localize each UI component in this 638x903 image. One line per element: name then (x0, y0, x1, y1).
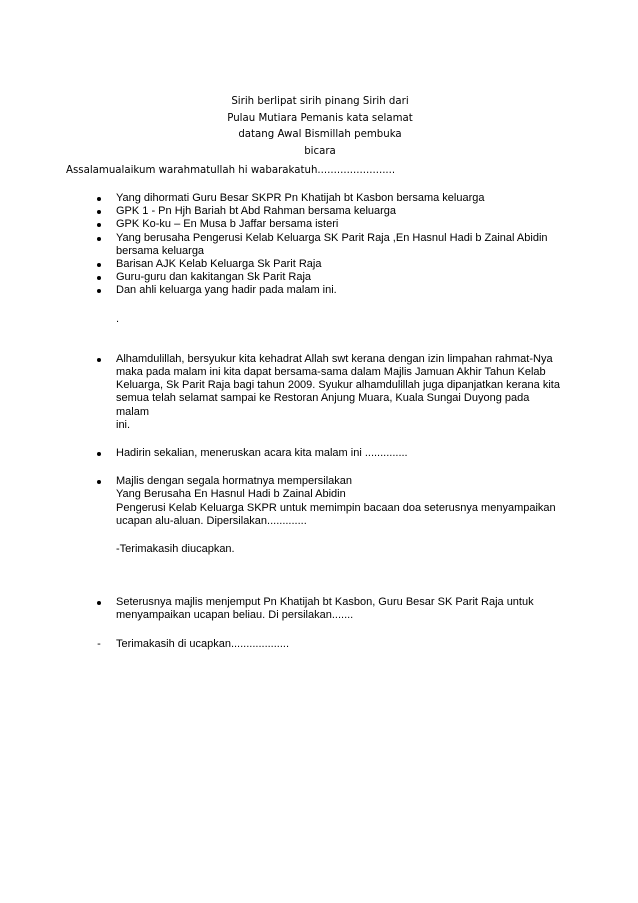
pantun-line: Sirih dari Pulau Mutiara (227, 96, 409, 124)
pantun-line: Awal Bismillah pembuka bicara (277, 129, 402, 157)
bullet-icon (92, 284, 106, 293)
speech-body (92, 192, 562, 651)
list-item: Seterusnya majlis menjemput Pn Khatijah bt Kasbon, Guru Besar SK Parit Raja untuk menyampaikan ucapan beliau. Di persilakan....... (92, 596, 562, 622)
bullet-icon (92, 475, 106, 484)
greeting-line: Assalamualaikum warahmatullah hi wabarakatuh........................ (66, 165, 396, 176)
opening-pantun (224, 94, 416, 160)
list-item: Guru-guru dan kakitangan Sk Parit Raja (92, 271, 562, 284)
bullet-icon (92, 258, 106, 267)
bullet-icon (92, 192, 106, 201)
bullet-icon (92, 447, 106, 456)
list-item: Alhamdulillah, bersyukur kita kehadrat Allah swt kerana dengan izin limpahan rahmat-Nya maka pada malam ini kita dapat bersama-sama dalam Majlis Jamuan Akhir Tahun Kelab Keluarga, Sk Parit Raja bagi tahun 2009. Syukur alhamdulillah juga dipanjatkan kerana kita semua telah selamat sampai ke Restoran Anjung Muara, Kuala Sungai Duyong pada malam ini. (92, 353, 562, 432)
list-item: Hadirin sekalian, meneruskan acara kita malam ini .............. (92, 447, 562, 460)
list-item: GPK 1 - Pn Hjh Bariah bt Abd Rahman bersama keluarga (92, 205, 562, 218)
list-item: Barisan AJK Kelab Keluarga Sk Parit Raja (92, 258, 562, 271)
list-item: Dan ahli keluarga yang hadir pada malam ini. (92, 284, 562, 297)
list-item: - Terimakasih di ucapkan................... (92, 638, 562, 651)
bullet-icon (92, 205, 106, 214)
list-item: Majlis dengan segala hormatnya mempersilakan Yang Berusaha En Hasnul Hadi b Zainal Abidin Pengerusi Kelab Keluarga SKPR untuk memimpin bacaan doa seterusnya menyampaikan ucapan alu-aluan. Dipersilakan............. (92, 475, 562, 528)
bullet-icon (92, 353, 106, 362)
bullet-icon (92, 596, 106, 605)
thanks-line: -Terimakasih diucapkan. (116, 543, 235, 556)
bullet-icon (92, 232, 106, 241)
list-item: Yang berusaha Pengerusi Kelab Keluarga SK Parit Raja ,En Hasnul Hadi b Zainal Abidin bersama keluarga (92, 232, 562, 258)
bullet-icon (92, 218, 106, 227)
list-item: GPK Ko-ku – En Musa b Jaffar bersama isteri (92, 218, 562, 231)
dash-marker: - (97, 637, 101, 650)
bullet-icon (92, 271, 106, 280)
list-item: Yang dihormati Guru Besar SKPR Pn Khatijah bt Kasbon bersama keluarga (92, 192, 562, 205)
lone-period: . (116, 312, 120, 325)
pantun-line: Sirih berlipat sirih pinang (231, 96, 360, 107)
pantun-line: Pemanis kata selamat datang (238, 112, 413, 140)
